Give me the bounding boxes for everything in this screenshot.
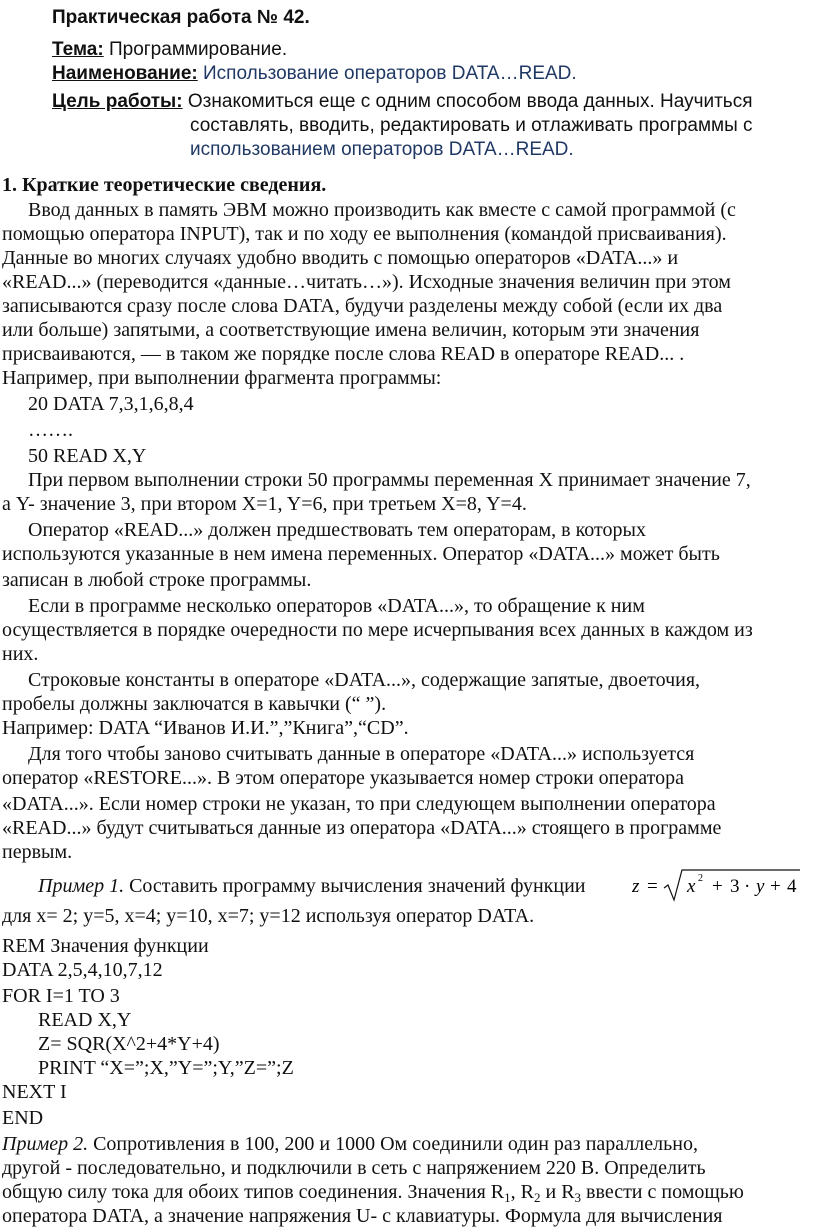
formula-plus-2: + bbox=[770, 876, 781, 897]
code-line: READ X,Y bbox=[38, 1009, 132, 1031]
subscript: 3 bbox=[574, 1190, 582, 1205]
paragraph-line: «READ...» (переводится «данные…читать…»). Исходные значения величин при этом bbox=[2, 271, 731, 293]
formula-dot: · bbox=[744, 876, 751, 897]
paragraph-line: Данные во многих случаях удобно вводить с помощью операторов «DATA...» и bbox=[2, 247, 679, 269]
paragraph-line: Строковые константы в операторе «DATA...», содержащие запятые, двоеточия, bbox=[28, 669, 701, 691]
paragraph-line: Например, при выполнении фрагмента программы: bbox=[2, 367, 442, 389]
example2-line-1 bbox=[2, 1132, 698, 1156]
code-line: END bbox=[2, 1107, 44, 1129]
formula-lhs: z bbox=[632, 876, 640, 897]
example2-text-3-end: ввести с помощью bbox=[581, 1181, 744, 1203]
code-line: 50 READ X,Y bbox=[28, 445, 147, 467]
example1-line bbox=[38, 874, 585, 898]
page-title: Практическая работа № 42. bbox=[52, 7, 310, 28]
goal-line bbox=[52, 90, 752, 114]
paragraph-line: «READ...» будут считываться данные из оператора «DATA...» стоящего в программе bbox=[2, 817, 722, 839]
sqrt-formula bbox=[632, 868, 802, 904]
paragraph-line: помощью оператора INPUT), так и по ходу ее выполнения (командой присваивания). bbox=[2, 223, 727, 245]
example2-label: Пример 2. bbox=[2, 1133, 89, 1155]
subscript: 1 bbox=[504, 1190, 511, 1205]
paragraph-line: записан в любой строке программы. bbox=[2, 569, 312, 591]
formula-four: 4 bbox=[787, 876, 797, 897]
paragraph-line: Если в программе несколько операторов «DATA...», то обращение к ним bbox=[28, 595, 645, 617]
paragraph-line: присваиваются, — в таком же порядке после слова READ в операторе READ... . bbox=[2, 343, 685, 365]
code-line: NEXT I bbox=[2, 1081, 67, 1103]
code-line: 20 DATA 7,3,1,6,8,4 bbox=[28, 393, 194, 415]
paragraph-line: записываются сразу после слова DATA, будучи разделены между собой (если их два bbox=[2, 295, 723, 317]
theme-line bbox=[52, 38, 287, 62]
code-line: Z= SQR(X^2+4*Y+4) bbox=[38, 1033, 220, 1055]
paragraph-line: Для того чтобы заново считывать данные в операторе «DATA...» используется bbox=[28, 743, 695, 765]
goal-label: Цель работы: bbox=[52, 91, 183, 112]
formula-three: 3 bbox=[730, 876, 740, 897]
formula-x: x bbox=[687, 876, 696, 897]
name-label: Наименование: bbox=[52, 63, 198, 84]
theme-value: Программирование. bbox=[103, 39, 288, 60]
code-line: PRINT “X=”;X,”Y=”;Y,”Z=”;Z bbox=[38, 1057, 294, 1079]
code-line: REM Значения функции bbox=[2, 935, 209, 957]
paragraph-line: осуществляется в порядке очередности по мере исчерпывания всех данных в каждом из bbox=[2, 619, 753, 641]
paragraph-line: Оператор «READ...» должен предшествовать тем операторам, в которых bbox=[28, 519, 646, 541]
example1-label: Пример 1. bbox=[38, 875, 125, 897]
paragraph-line: Например: DATA “Иванов И.И.”,”Книга”,“CD”. bbox=[2, 717, 409, 739]
paragraph-line: «DATA...». Если номер строки не указан, то при следующем выполнении оператора bbox=[2, 793, 716, 815]
formula-exp: 2 bbox=[698, 873, 703, 884]
code-line: FOR I=1 TO 3 bbox=[2, 985, 120, 1007]
paragraph-line: или больше) запятыми, а соответствующие имена величин, которым эти значения bbox=[2, 319, 700, 341]
section-heading: 1. Краткие теоретические сведения. bbox=[2, 174, 327, 196]
name-value: Использование операторов DATA…READ. bbox=[197, 63, 577, 84]
goal-text-1: Ознакомиться еще с одним способом ввода данных. Научиться bbox=[182, 91, 753, 112]
example2-text-1: Сопротивления в 100, 200 и 1000 Ом соединили один раз параллельно, bbox=[88, 1133, 698, 1155]
paragraph-line: используются указанные в нем имена переменных. Оператор «DATA...» может быть bbox=[2, 543, 720, 565]
paragraph-line: оператор «RESTORE...». В этом операторе указывается номер строки оператора bbox=[2, 767, 684, 789]
example2-text-3: общую силу тока для обоих типов соединения. Значения R bbox=[2, 1181, 505, 1203]
name-line bbox=[52, 62, 577, 86]
theme-label: Тема: bbox=[52, 39, 104, 60]
formula-y: y bbox=[756, 876, 765, 897]
paragraph-line: первым. bbox=[2, 841, 73, 863]
example2-line-2: другой - последовательно, и подключили в сеть с напряжением 220 В. Определить bbox=[2, 1157, 706, 1179]
paragraph-line: а Y- значение 3, при втором X=1, Y=6, при третьем X=8, Y=4. bbox=[2, 493, 527, 515]
code-line: DATA 2,5,4,10,7,12 bbox=[2, 959, 163, 981]
example2-line-4: оператора DATA, а значение напряжения U- с клавиатуры. Формула для вычисления bbox=[2, 1205, 723, 1227]
paragraph-line: них. bbox=[2, 643, 39, 665]
paragraph-line: пробелы должны заключатся в кавычки (“ ”). bbox=[2, 693, 387, 715]
goal-text-3: использованием операторов DATA…READ. bbox=[190, 139, 574, 160]
code-line: ……. bbox=[28, 419, 73, 441]
goal-text-2: составлять, вводить, редактировать и отлаживать программы с bbox=[190, 115, 753, 136]
subscript: 2 bbox=[534, 1190, 541, 1205]
paragraph-line: При первом выполнении строки 50 программы переменная X принимает значение 7, bbox=[28, 469, 751, 491]
example1-text: Составить программу вычисления значений функции bbox=[124, 875, 586, 897]
paragraph-line: Ввод данных в память ЭВМ можно производить как вместе с самой программой (с bbox=[28, 199, 736, 221]
example1-line-2: для x= 2; y=5, x=4; y=10, x=7; y=12 используя оператор DATA. bbox=[2, 905, 535, 927]
formula-plus-1: + bbox=[712, 876, 723, 897]
separator: , R bbox=[510, 1181, 534, 1203]
formula-eq: = bbox=[647, 876, 658, 897]
example2-line-3 bbox=[2, 1180, 744, 1204]
conjunction: и R bbox=[540, 1181, 575, 1203]
